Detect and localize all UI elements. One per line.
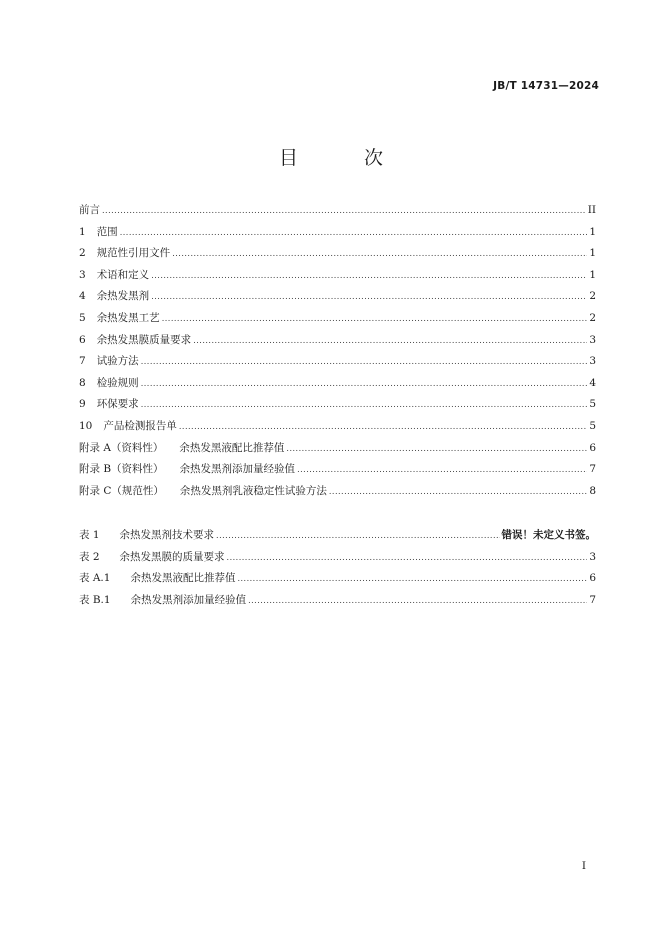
toc-leader-dots [151,265,587,287]
toc-leader-dots [162,308,588,330]
toc-entry-label: 余热发黑剂添加量经验值 [130,593,247,606]
toc-entry-page-error: 错误！未定义书签。 [501,529,596,541]
toc-entry-label: 余热发黑剂乳液稳定性试验方法 [179,484,327,497]
toc-entry-number: 4 [79,290,86,303]
toc-main-list [79,200,596,502]
toc-entry-number: 8 [79,376,86,389]
toc-leader-dots [151,286,587,308]
toc-entry-label: 余热发黑剂技术要求 [119,529,215,541]
toc-leader-dots [329,481,587,503]
toc-entry-number: 6 [79,333,86,346]
toc-entry-8[interactable] [79,373,596,395]
toc-entry-label: 前言 [79,204,100,216]
toc-entry-number: 表 2 [79,550,100,563]
toc-entry-page: 2 [589,290,596,303]
toc-entry-label: 余热发黑剂添加量经验值 [179,463,296,476]
toc-entry-page: 1 [589,247,596,260]
toc-entry-number: 9 [79,398,86,411]
toc-entry-foreword[interactable] [79,200,596,222]
toc-entry-appendix-b[interactable] [79,459,596,481]
toc-entry-label: 产品检测报告单 [103,419,177,432]
toc-leader-dots [141,373,588,395]
toc-entry-number: 5 [79,311,86,324]
toc-entry-page: 6 [589,441,596,454]
standard-code: JB/T 14731—2024 [493,80,599,92]
toc-entry-page: 6 [589,572,596,585]
toc-entry-page: 3 [589,550,596,563]
toc-entry-10[interactable] [79,416,596,438]
toc-entry-label: 余热发黑工艺 [96,311,160,324]
toc-entry-2[interactable] [79,243,596,265]
toc-entry-number: 表 1 [79,529,100,541]
toc-entry-number: 表 B.1 [79,593,111,606]
toc-entry-number: 1 [79,225,86,238]
toc-entry-page: 3 [589,355,596,368]
toc-tables-list [79,525,596,611]
toc-leader-dots [227,547,588,569]
toc-entry-label: 试验方法 [96,355,139,368]
toc-entry-7[interactable] [79,351,596,373]
toc-entry-5[interactable] [79,308,596,330]
toc-leader-dots [237,568,587,590]
toc-entry-page: 4 [589,376,596,389]
page-title: 目 次 [278,147,414,169]
toc-table-b1[interactable] [79,590,596,612]
toc-table-a1[interactable] [79,568,596,590]
toc-entry-page: 1 [589,268,596,281]
toc-entry-page: 2 [589,311,596,324]
toc-entry-page: 1 [589,225,596,238]
toc-entry-appendix-c[interactable] [79,481,596,503]
toc-leader-dots [102,200,586,222]
toc-entry-label: 环保要求 [96,398,139,411]
toc-leader-dots [248,590,587,612]
toc-entry-label: 余热发黑膜质量要求 [96,333,192,346]
toc-entry-number: 3 [79,268,86,281]
toc-entry-number: 2 [79,247,86,260]
toc-leader-dots [141,394,588,416]
toc-entry-page: 7 [589,463,596,476]
toc-entry-appendix-a[interactable] [79,438,596,460]
toc-entry-page: 8 [589,484,596,497]
toc-entry-label: 范围 [96,225,118,238]
toc-entry-label: 术语和定义 [96,268,150,281]
toc-entry-page: 7 [589,593,596,606]
toc-entry-number: 10 [79,419,93,432]
toc-entry-9[interactable] [79,394,596,416]
toc-entry-page: II [587,204,596,216]
toc-entry-4[interactable] [79,286,596,308]
toc-leader-dots [141,351,588,373]
toc-leader-dots [216,525,499,547]
toc-entry-3[interactable] [79,265,596,287]
toc-entry-label: 余热发黑膜的质量要求 [119,550,225,563]
toc-entry-page: 5 [589,398,596,411]
toc-table-1[interactable] [79,525,596,547]
toc-entry-number: 附录 A（资料性） [79,441,164,454]
toc-entry-number: 7 [79,355,86,368]
page-number: I [581,860,586,872]
toc-leader-dots [179,416,587,438]
toc-entry-1[interactable] [79,222,596,244]
toc-entry-label: 检验规则 [96,376,139,389]
toc-leader-dots [286,438,587,460]
toc-entry-label: 规范性引用文件 [96,247,171,260]
toc-entry-label: 余热发黑剂 [96,290,150,303]
toc-entry-page: 5 [589,419,596,432]
toc-entry-page: 3 [589,333,596,346]
toc-entry-number: 附录 C（规范性） [79,484,164,497]
toc-entry-label: 余热发黑液配比推荐值 [179,441,285,454]
toc-entry-number: 附录 B（资料性） [79,463,164,476]
toc-table-2[interactable] [79,547,596,569]
toc-leader-dots [120,222,588,244]
toc-entry-number: 表 A.1 [79,572,111,585]
toc-leader-dots [193,330,587,352]
toc-entry-label: 余热发黑液配比推荐值 [130,572,236,585]
toc-entry-6[interactable] [79,330,596,352]
toc-leader-dots [172,243,587,265]
toc-leader-dots [297,459,587,481]
